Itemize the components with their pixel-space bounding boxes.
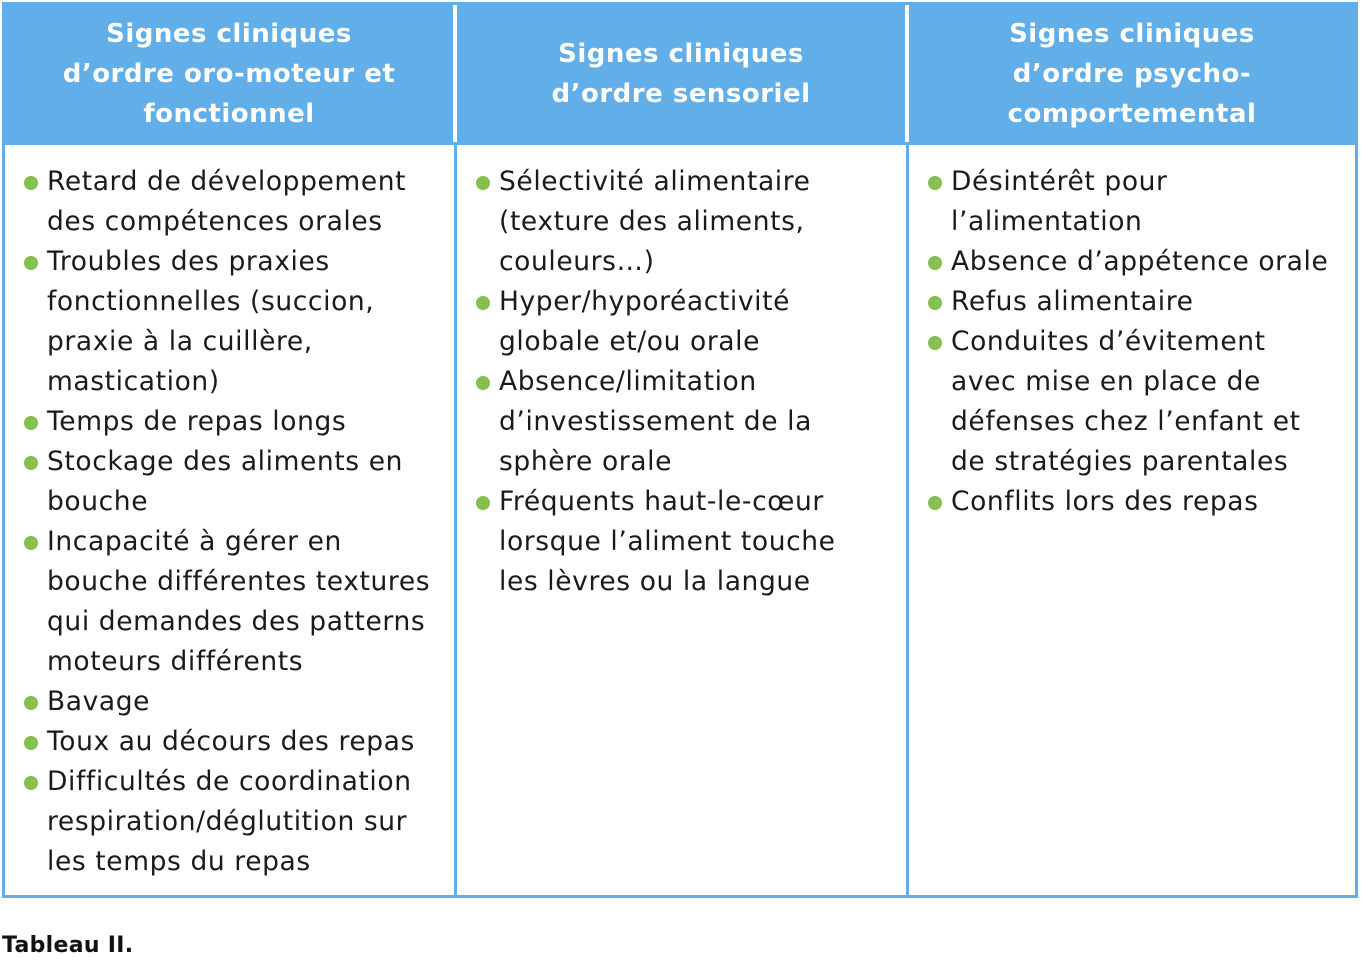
bullet-icon [476, 296, 490, 310]
bullet-icon [928, 496, 942, 510]
table-caption: Tableau II. [2, 933, 134, 958]
list-item-text: Hyper/hyporéactivité globale et/ou orale [499, 286, 790, 357]
list-item [21, 722, 446, 762]
list-item-text: Sélectivité alimentaire (texture des aliments, couleurs…) [499, 166, 811, 277]
signs-list-sensoriel [473, 162, 898, 602]
list-item [21, 402, 446, 442]
clinical-signs-table [2, 2, 1358, 898]
list-item-text: Refus alimentaire [951, 286, 1194, 317]
list-item [21, 522, 446, 682]
list-item [925, 282, 1347, 322]
list-item-text: Absence d’appétence orale [951, 246, 1329, 277]
list-item [925, 242, 1347, 282]
header-sensoriel: Signes cliniques d’ordre sensoriel [457, 5, 909, 142]
bullet-icon [24, 536, 38, 550]
bullet-icon [476, 376, 490, 390]
list-item [925, 482, 1347, 522]
bullet-icon [928, 336, 942, 350]
column-sensoriel [457, 142, 909, 895]
bullet-icon [24, 776, 38, 790]
list-item-text: Conduites d’évitement avec mise en place de défenses chez l’enfant et de stratégies parentales [951, 326, 1301, 477]
list-item-text: Bavage [47, 686, 151, 717]
bullet-icon [476, 176, 490, 190]
bullet-icon [928, 256, 942, 270]
bullet-icon [24, 736, 38, 750]
list-item [21, 242, 446, 402]
header-psycho-comportemental: Signes cliniques d’ordre psycho- comportemental [909, 5, 1355, 142]
list-item [21, 682, 446, 722]
list-item-text: Stockage des aliments en bouche [47, 446, 404, 517]
column-psycho-comportemental [909, 142, 1355, 895]
list-item-text: Conflits lors des repas [951, 486, 1259, 517]
list-item [473, 362, 898, 482]
list-item-text: Absence/limitation d’investissement de la sphère orale [499, 366, 812, 477]
list-item [925, 162, 1347, 242]
signs-list-oro-moteur [21, 162, 446, 882]
bullet-icon [24, 416, 38, 430]
list-item-text: Difficultés de coordination respiration/déglutition sur les temps du repas [47, 766, 412, 877]
column-oro-moteur [5, 142, 457, 895]
list-item [21, 162, 446, 242]
bullet-icon [928, 176, 942, 190]
list-item [473, 282, 898, 362]
list-item-text: Incapacité à gérer en bouche différentes textures qui demandes des patterns moteurs différents [47, 526, 431, 677]
bullet-icon [24, 176, 38, 190]
bullet-icon [24, 456, 38, 470]
bullet-icon [476, 496, 490, 510]
list-item [473, 482, 898, 602]
list-item [473, 162, 898, 282]
list-item-text: Retard de développement des compétences orales [47, 166, 407, 237]
list-item-text: Fréquents haut-le-cœur lorsque l’aliment touche les lèvres ou la langue [499, 486, 836, 597]
list-item-text: Troubles des praxies fonctionnelles (succion, praxie à la cuillère, mastication) [47, 246, 375, 397]
list-item [21, 442, 446, 522]
list-item [925, 322, 1347, 482]
signs-list-psycho-comportemental [925, 162, 1347, 522]
list-item-text: Temps de repas longs [47, 406, 347, 437]
bullet-icon [24, 696, 38, 710]
bullet-icon [928, 296, 942, 310]
bullet-icon [24, 256, 38, 270]
header-oro-moteur: Signes cliniques d’ordre oro-moteur et fonctionnel [5, 5, 457, 142]
list-item [21, 762, 446, 882]
list-item-text: Désintérêt pour l’alimentation [951, 166, 1168, 237]
list-item-text: Toux au décours des repas [47, 726, 415, 757]
